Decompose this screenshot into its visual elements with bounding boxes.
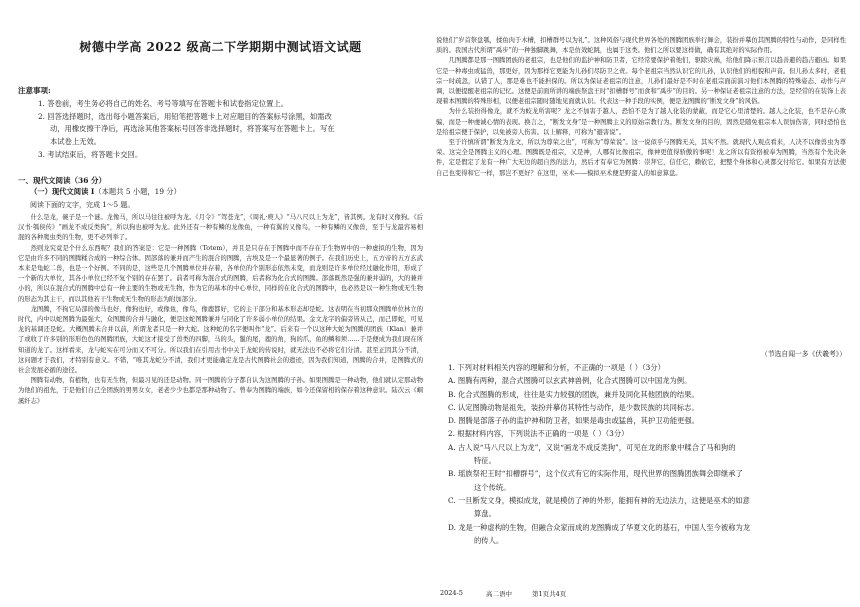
notice-item: 本试卷上无效。 bbox=[50, 137, 102, 147]
question-option-continued: 的传人。 bbox=[474, 535, 504, 545]
subsection-label: （一）现代文阅读 I bbox=[30, 187, 95, 196]
notice-heading: 注意事项: bbox=[18, 86, 51, 95]
footer-subject: 高二语中 bbox=[486, 590, 512, 598]
passage-paragraph: 什么是龙，碗子是一个谜。龙像马，所以马往往被呼为龙。《月令》“驾苍龙”，《周礼·庾人》“马八尺以上为龙”，皆其例。龙有时又像狗。《后汉书·瓠侯传》“画龙不成反类狗”，所以狗也被呼为龙。此外还有一种有鳞的龙像鱼，一种有翼的又像鸟，一种有鳞的又像兽，至于与龙最容易相混的各种爬虫类的生物，更不必列举了。 bbox=[18, 214, 423, 242]
question-stem: 1. 下列对材料相关内容的理解和分析，不正确的一项是（ ）（3分） bbox=[448, 363, 665, 372]
passage-paragraph: 至于许慎所谓“断发为龙文，所以为尊荣之也”，可称为“尊荣说”。这一说似乎与图腾无关，其实不然。就现代人观点看来，人决不以像兽虫为尊荣。这完全是图腾主义的心理。图腾既是祖宗，又是神，人哪有比像祖宗，像神更值得骄傲的事呢！龙之所以有资格被奉为图腾，当然有个先决条件，定是假定了龙有一种广大无边的超自然的法力，然后才有奉它为图腾：崇拜它，信任它，赖依它，把整个身体和心灵都交付给它。如果有方法使自己也变得和它一样，那岂不更好？在这里，巫术——模拟巫术便是野蛮人的如意算盘。 bbox=[436, 139, 846, 177]
passage-source: （节选自闻一多《伏羲考》） bbox=[761, 350, 846, 358]
passage-paragraph: 图腾有动物，有植物，也有无生物，但最习见的还是动物。同一图腾的分子都自认为这图腾的子孙。如果图腾是一种动物，他们就认定那动物为他们的祖先，于是他们自己全团族的男男女女，老老少少也都是那种动物了。曾奉为图腾的端族，如今还保留相的保存着这种意识。陆次云《峒溪纤志》 bbox=[18, 377, 423, 405]
exam-title: 树德中学高 2022 级高二下学期期中测试语文试题 bbox=[79, 40, 362, 54]
passage-paragraph: 然则龙究竟是个什么东西呢？我们的答案是：它是一种图腾（Totem），并且是只存在于图腾中而不存在于生物界中的一种虚拟的生物，因为它是由许多不同的图腾糅合成的一种综合体。固部落的兼并而产生的混合的图腾，古埃及是一个最显著的例子。在我们历史上，五方帝的五方玄武本来是龟蛇二兽，也是一个好例。不同的是，这些是几个图腾单位并存着，各单位的个别形态依然未变，而龙则是许多单位经过融化作用，形成了一个新的大单位，其各小单位已经不复个别的存在罢了。前者可称为混合式的图腾，后者称为化合式的图腾。部落既然是强的兼并弱的，大的兼并小的，所以在混合式的图腾中总有一种主要的生物或无生物，作为它的基本的中心单位，同样的在化合式的图腾中，也必然是以一种生物或无生物的形态为其主干，而以其他若干生物或无生物的形态为附加部分。 bbox=[18, 244, 423, 303]
notice-list bbox=[38, 98, 423, 162]
question-option: A. 图腾有两种，混合式图腾可以玄武神兽例，化合式图腾可以中国龙为例。 bbox=[448, 376, 692, 386]
passage-left-column bbox=[18, 213, 423, 407]
footer-page-number: 第1页共4页 bbox=[532, 590, 567, 598]
notice-item: 动，用橡皮擦干净后，再选涂其他答案标号回答非选择题时，将答案写在答题卡上。写在 bbox=[50, 124, 335, 134]
footer-date: 2024-5 bbox=[440, 589, 463, 597]
question-option: C. 一旦断发文身，模拟成龙，就是模仿了神的外形，能拥有神的无边法力，这便是巫术的如意 bbox=[448, 495, 750, 505]
notice-item: 3. 考试结束后，将答题卡交回。 bbox=[38, 149, 143, 159]
question-option: B. 化合式图腾的形成，往往是实力较强的团族，兼并及同化其他团族的结果。 bbox=[448, 389, 699, 399]
section-heading: 一、现代文阅读（36 分） bbox=[18, 176, 107, 185]
passage-paragraph: 说他们“岁首祭盘瓠，揉鱼肉于木槽，扣槽群号以为礼”。这种风俗与现代世界各处的图腾团族举行舞会，装扮并摹仿其图腾的特性与动作，是同样性质的。我国古代所谓“禹步”的一种独脚跳舞，本是仿效蛇跳，也属于这类。他们之所以要这样做，确有其绝对的实际作用。 bbox=[436, 37, 846, 55]
question-option-continued: 这个传统。 bbox=[474, 482, 511, 492]
question-option: A. 古人说“马八尺以上为龙”，又说“画龙不成反类狗”，可见在龙的形象中糅合了马和狗的 bbox=[448, 442, 736, 452]
question-option: C. 认定图腾动物是祖先，装扮并摹仿其特性与动作，是少数民族的共同标志。 bbox=[448, 402, 699, 412]
reading-instruction: 阅读下面的文字，完成 1～5 题。 bbox=[30, 201, 135, 209]
question-stem: 2. 根据材料内容，下列说法不正确的一项是（ ）（3分） bbox=[448, 429, 629, 439]
passage-paragraph: 为什么装扮得像龙，就不为蛟龙所害呢？龙之不加害于越人，恐怕不是为了越人化装的蒙蔽，而是它心里清楚的。越人之化装，也不是存心欺骗，而是一种虔诚心情的表现。换言之，“断发文身”是一种图腾主义的原始宗教行为。断发文身的目的，固然是随免祖宗本人误加伤害，同时恐怕也是给祖宗便于保护，以免被旁人伤害。以上解释，可称为“避害说”。 bbox=[436, 108, 846, 136]
question-option-continued: 特征。 bbox=[474, 456, 496, 466]
subsection-note: （本题共 5 小题，19 分） bbox=[94, 187, 181, 196]
passage-paragraph: 几图腾都是那一图腾团族的老祖宗，也是他们的监护神和防卫者，它经常要保护着他们，驱除灾祸，给他们降示预言以趋善避的趋吉避凶。如果它是一种毒虫或猛兽，那更好，因为那样它更能为儿孙们尽防卫之责。每个老祖宗当然认识它的儿孙，认识他们的相貌和声音。但儿孙太多时，老祖宗一时疏忽，认错了人，那是难也不能担保的。所以为保证老祖宗的注意，儿孙们最好是不时在老祖宗面前演习他们本图腾的特殊姿态、动作与声调，以便提醒老祖宗的记忆。这便是前面所讲的端族祭盘王时“扣槽群号”而食和“禹步”的目的。另一种保证老祖宗注意的方法，是经常的在装饰上表现着本图腾的特殊形相，以便老祖宗随时随地见面就认识。代表这一种手段的实例，便是龙图腾的“断发文身”的风俗。 bbox=[436, 57, 846, 106]
passage-paragraph: 龙图腾，不拘它局部的像马也好，像狗也好，或像鱼，像鸟，像鹿都好，它的主干部分和基本形态却是蛇。这表明在当初那众图腾单位林立的时代，内中以蛇图腾为最强大，众图腾的合并与融化，便是这蛇图腾兼并与同化了许多弱小单位的结果。金文龙字的偏旁皆从己，而己即蛇，可见龙的基调还是蛇。大概图腾未合并以前，所谓龙者只是一种大蛇。这种蛇的名字便叫作“龙”。后来有一个以这种大蛇为图腾的团族（Klan）兼并了或收了许多别的形形色色的图腾团族，大蛇这才接受了兽类的四脚，马的头，鬣的尾，鹿的角，狗的爪，鱼的鳞和须……于是便成为我们现在所知道的龙了。这样看来，龙与蛇实在可分而又不可分。所以我们在引用古书中关于龙蛇的传说时，就无法也不必将它们分清。甚至正因其分不清，这问题才于我们，才特别有意义。不错，“唯其龙蛇分不清，我们才更能确定龙是古代图腾社会的遗迹，因为我们知道，图腾的合并，是图腾式的社会发展必循的途径。 bbox=[18, 305, 423, 375]
questions-block bbox=[448, 361, 846, 547]
question-option: D. 图腾是部落子孙的监护神和防卫者，如果是毒虫或猛兽，其护卫功能更强。 bbox=[448, 416, 700, 426]
notice-item: 2. 回答选择题时，选出每小题答案后，用铅笔把答题卡上对应题目的答案标号涂黑，如需改 bbox=[38, 111, 332, 121]
question-option: B. 瑶族祭祀王时“扣槽群号”，这个仪式有它的实际作用，现代世界的图腾团族舞会即继承了 bbox=[448, 469, 743, 479]
question-option: D. 龙是一种虚构的生物，但融合众家而成的龙图腾成了华夏文化的基石，中国人至今被称为龙 bbox=[448, 522, 751, 532]
subsection-heading bbox=[30, 187, 181, 197]
question-option-continued: 算盘。 bbox=[474, 509, 496, 519]
passage-right-column bbox=[436, 36, 846, 179]
notice-item: 1. 答卷前，考生务必将自己的姓名、考号等填写在答题卡和试卷指定位置上。 bbox=[38, 99, 289, 108]
